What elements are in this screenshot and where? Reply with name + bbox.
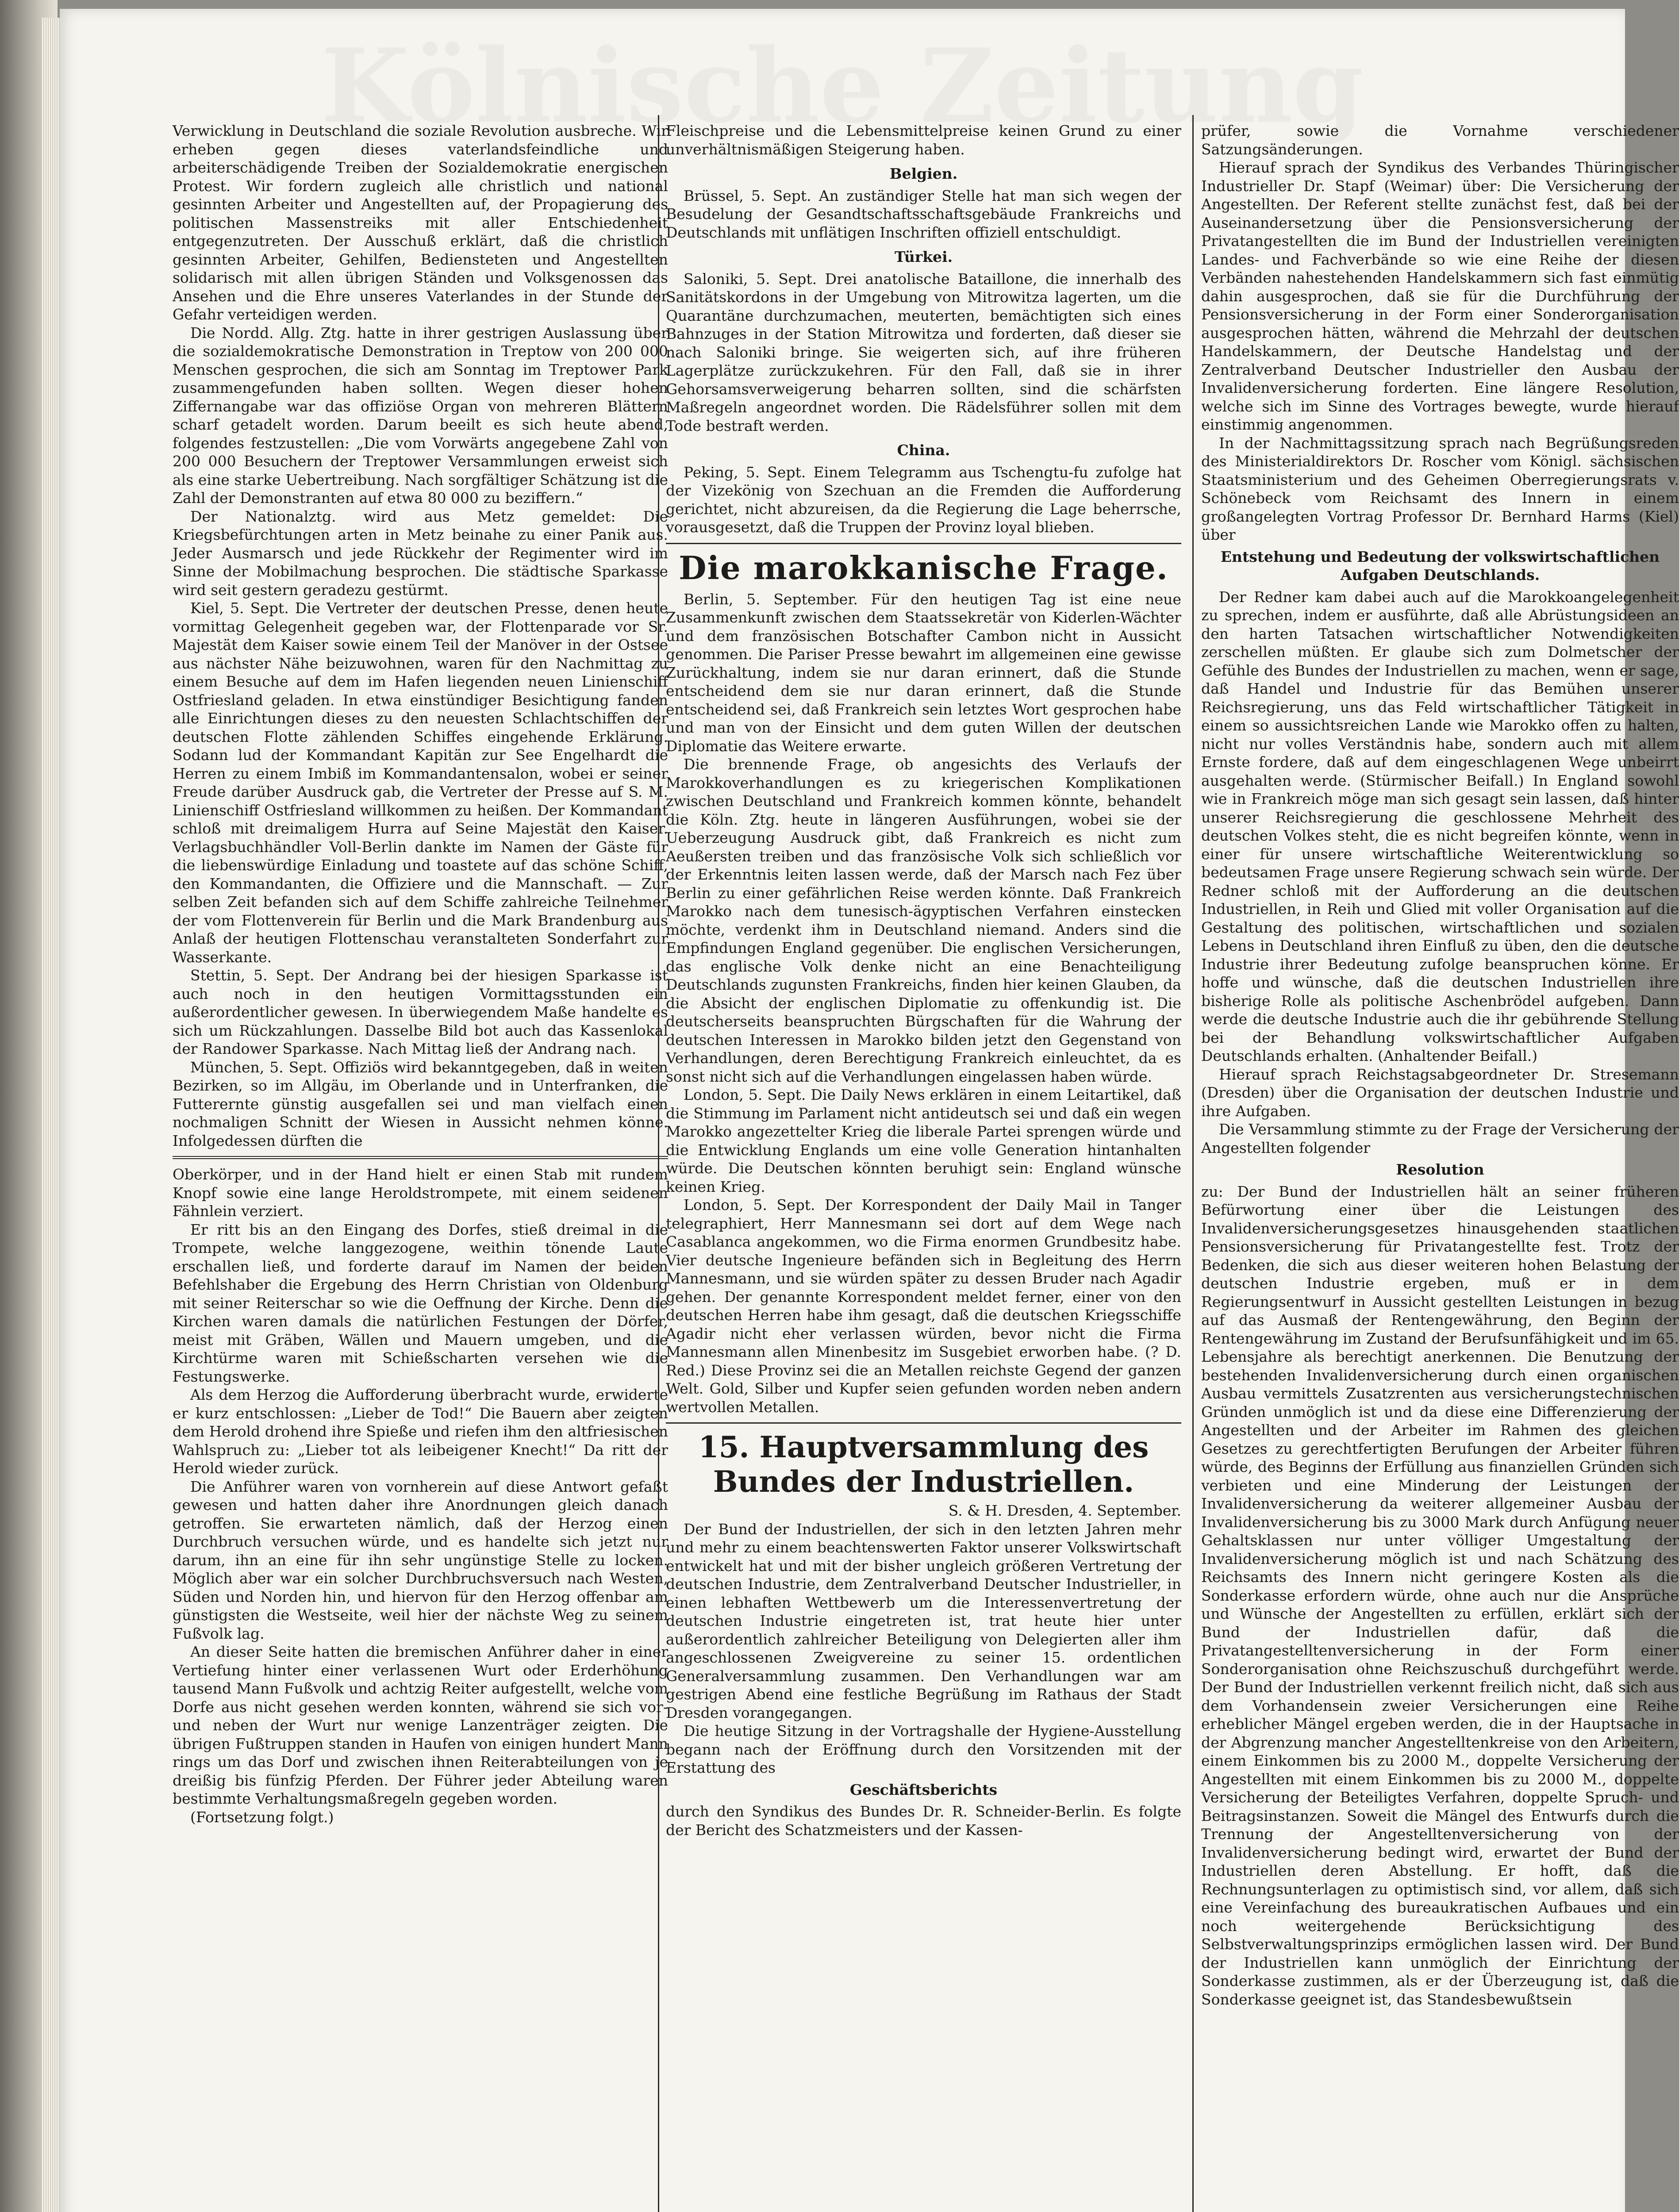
section-divider	[666, 1422, 1181, 1424]
column-1	[173, 122, 668, 2212]
subheading-lecture: Entstehung und Bedeutung der volkswirtschaftlichen Aufgaben Deutschlands.	[1220, 548, 1660, 584]
story-paragraph: Oberkörper, und in der Hand hielt er einen Stab mit rundem Knopf sowie eine lange Heroldstrompete, mit einem seidenen Fähnlein verziert.	[173, 1166, 668, 1220]
column-rule-right	[1192, 115, 1194, 2212]
column-2	[666, 122, 1181, 2212]
article-paragraph: London, 5. Sept. Die Daily News erklären in einem Leitartikel, daß die Stimmung im Parlament nicht antideutsch sei und daß ein wegen Marokko angezettelter Krieg die liberale Partei sprengen würde und die Entwicklung Englands um eine volle Generation hintanhalten würde. Die Deutschen könnten beruhigt sein: England wünsche keinen Krieg.	[666, 1086, 1181, 1195]
article-paragraph: London, 5. Sept. Der Korrespondent der Daily Mail in Tanger telegraphiert, Herr Mannesmann sei dort auf dem Wege nach Casablanca angekommen, wo die Firma enormen Grundbesitz habe. Vier deutsche Ingenieure befänden sich in Begleitung des Herrn Mannesmann, und sie würden später zu dessen Bruder nach Agadir gehen. Der genannte Korrespondent meldet ferner, einer von den deutschen Herren habe ihm gesagt, daß die deutschen Kriegsschiffe Agadir nicht eher verlassen würden, bevor nicht die Firma Mannesmann allen Minenbesitz im Susgebiet erworben habe. (? D. Red.) Diese Provinz sei die an Metallen reichste Gegend der ganzen Welt. Gold, Silber und Kupfer seien gefunden worden neben andern wertvollen Metallen.	[666, 1196, 1181, 1416]
article-paragraph: Die brennende Frage, ob angesichts des Verlaufs der Marokkoverhandlungen es zu kriegerischen Komplikationen zwischen Deutschland und Frankreich kommen könnte, behandelt die Köln. Ztg. heute in längeren Ausführungen, wobei sie der Ueberzeugung Ausdruck gibt, daß Frankreich es nicht zum Aeußersten treiben und das französische Volk sich schließlich vor der Erkenntnis leiten lassen werde, daß der Marsch nach Fez über Berlin zu einer gefährlichen Reise werden könnte. Daß Frankreich Marokko nach dem tunesisch-ägyptischen Verfahren einstecken möchte, verdenkt ihm in Deutschland niemand. Anders sind die Empfindungen England gegenüber. Die englischen Versicherungen, das englische Volk denke nicht an eine Benachteiligung Deutschlands zugunsten Frankreichs, finden hier keinen Glauben, da die Absicht der englischen Diplomatie zu offenkundig ist. Die deutscherseits beanspruchten Bürgschaften für die Wahrung der deutschen Interessen in Marokko bilden jetzt den Gegenstand von Verhandlungen, deren Berechtigung Frankreich einleuchtet, da es sonst nicht sich auf die Verhandlungen eingelassen haben würde.	[666, 756, 1181, 1085]
story-paragraph: Er ritt bis an den Eingang des Dorfes, stieß dreimal in die Trompete, welche langgezogene, weithin tönende Laute erschallen ließ, und forderte darauf im Namen der beiden Befehlshaber die Ergebung des Herrn Christian von Oldenburg mit seiner Reiterschar so wie die Oeffnung der Kirche. Denn die Kirchen waren damals die natürlichen Festungen der Dörfer, meist mit Gräben, Wällen und Mauern umgeben, und die Kirchtürme waren mit Schießscharten versehen wie die Festungswerke.	[173, 1221, 668, 1385]
article-paragraph: Peking, 5. Sept. Einem Telegramm aus Tschengtu-fu zufolge hat der Vizekönig von Szechuan an die Fremden die Aufforderung gerichtet, nicht abzureisen, da die Regierung die Lage beherrsche, vorausgesetzt, daß die Truppen der Provinz loyal blieben.	[666, 463, 1181, 536]
article-paragraph: prüfer, sowie die Vornahme verschiedener Satzungsänderungen.	[1201, 122, 1679, 158]
article-paragraph: Der Nationalztg. wird aus Metz gemeldet: Die Kriegsbefürchtungen arten in Metz beinahe zu einer Panik aus. Jeder Ausmarsch und jede Rückkehr der Regimenter wird im Sinne der Mobilmachung besprochen. Die städtische Sparkasse wird seit gestern geradezu gestürmt.	[173, 507, 668, 599]
article-paragraph: Verwicklung in Deutschland die soziale Revolution ausbreche. Wir erheben gegen dieses vaterlandsfeindliche und arbeiterschädigende Treiben der Sozialdemokratie energischen Protest. Wir fordern zugleich alle christlich und national gesinnten Arbeiter und Angestellten auf, der Propagierung des politischen Massenstreiks mit aller Entschiedenheit entgegenzutreten. Der Ausschuß erklärt, daß die christlich gesinnten Arbeiter, Gehilfen, Bediensteten und Angestellten solidarisch mit allen übrigen Ständen und Volksgenossen das Ansehen und die Ehre unseres Vaterlandes in der Stunde der Gefahr verteidigen werden.	[173, 122, 668, 323]
article-paragraph: Die Nordd. Allg. Ztg. hatte in ihrer gestrigen Auslassung über die sozialdemokratische Demonstration in Treptow von 200 000 Menschen gesprochen, die sich am Sonntag im Treptower Park zusammengefunden haben sollten. Wegen dieser hohen Ziffernangabe war das offiziöse Organ von mehreren Blättern scharf getadelt worden. Darum beeilt es sich heute abend, folgendes festzustellen: „Die vom Vorwärts angegebene Zahl von 200 000 Besuchern der Treptower Versammlungen erweist sich als eine starke Uebertreibung. Nach sorgfältiger Schätzung ist die Zahl der Demonstranten auf etwa 80 000 zu beziffern.“	[173, 324, 668, 507]
article-paragraph: Die heutige Sitzung in der Vortragshalle der Hygiene-Ausstellung begann nach der Eröffnung durch den Vorsitzenden mit der Erstattung des	[666, 1722, 1181, 1776]
assembly-headline: 15. Hauptversammlung des Bundes der Industriellen.	[698, 1430, 1149, 1499]
article-paragraph: Brüssel, 5. Sept. An zuständiger Stelle hat man sich wegen der Besudelung der Gesandtschaftsschaftsgebäude Frankreichs und Deutschlands mit unflätigen Inschriften offiziell entschuldigt.	[666, 187, 1181, 241]
article-paragraph: Saloniki, 5. Sept. Drei anatolische Bataillone, die innerhalb des Sanitätskordons in der Umgebung von Mitrowitza lagerten, um die Quarantäne durchzumachen, meuterten, bemächtigten sich eines Bahnzuges in der Station Mitrowitza und forderten, daß dieser sie nach Saloniki bringe. Sie weigerten sich, auf ihre früheren Lagerplätze zurückzukehren. Für den Fall, daß sie in ihrer Gehorsamsverweigerung beharren sollten, sind die schärfsten Maßregeln angeordnet worden. Die Rädelsführer sollen mit dem Tode bestraft werden.	[666, 270, 1181, 434]
section-heading-turkey: Türkei.	[894, 248, 953, 265]
article-paragraph: In der Nachmittagssitzung sprach nach Begrüßungsreden des Ministerialdirektors Dr. Roscher vom Königl. sächsischen Staatsministerium und des Geheimen Oberregierungsrats v. Schönebeck vom Reichsamt des Innern in einem großangelegten Vortrag Professor Dr. Bernhard Harms (Kiel) über	[1201, 434, 1679, 543]
article-paragraph: zu: Der Bund der Industriellen hält an seiner früheren Befürwortung einer über die Leistungen des Invalidenversicherungsgesetzes hinausgehenden staatlichen Pensionsversicherung für Privatangestellte fest. Trotz der Bedenken, die sich aus dieser weiteren hohen Belastung der deutschen Industrie ergeben, muß er in dem Regierungsentwurf in Aussicht gestellten Leistungen in bezug auf das Ausmaß der Rentengewährung, den Beginn der Rentengewährung im Zustand der Berufsunfähigkeit und im 65. Lebensjahre als berechtigt anerkennen. Die Benutzung der bestehenden Invalidenversicherung durch einen organischen Ausbau vermittels Zusatzrenten aus versicherungstechnischen Gründen unmöglich ist und da diese eine Differenzierung der Angestellten und der Arbeiter im Rahmen des gleichen Gesetzes zu gerechtfertigten Berufungen der Arbeiter führen würde, des Beginns der Erfüllung aus finanziellen Gründen sich verbieten und eine Minderung der Leistungen der Invalidenversicherung da weiterer allgemeiner Ausbau der Invalidenversicherung bis zu 3000 Mark durch Anfügung neuer Gehaltsklassen nur unter völliger Umgestaltung der Invalidenversicherung möglich ist und nach Schätzung des Reichsamts des Innern nicht geringere Kosten als die Sonderkasse erfordern würde, ohne auch nur die Ansprüche und Wünsche der Angestellten zu erfüllen, erklärt sich der Bund der Industriellen dafür, daß die Privatangestelltenversicherung in der Form einer Sonderorganisation ohne Reichszuschuß durchgeführt werde. Der Bund der Industriellen verkennt freilich nicht, daß sich aus dem Vorhandensein zweier Versicherungen eine Reihe erheblicher Mängel ergeben werden, die in der Hauptsache in der Abgrenzung mancher Angestelltenkreise von den Arbeitern, einem Einkommen bis zu 2000 M., doppelte Versicherung der Angestellten mit einem Einkommen bis zu 2000 M., doppelte Versicherung der Beteiligtes Verfahren, doppelte Spruch- und Beitragsinstanzen. Soweit die Mängel des Entwurfs durch die Trennung der Angestelltenversicherung von der Invalidenversicherung bedingt wird, erwartet der Bund der Industriellen deren Abstellung. Er hofft, daß die Rechnungsunterlagen zu optimistisch sind, vor allem, daß sich eine Vereinfachung des bureaukratischen Aufbaues und ein noch weitergehende Berücksichtigung des Selbstverwaltungsprinzips ermöglichen lassen wird. Der Bund der Industriellen kann unmöglich der Einrichtung der Sonderkasse zustimmen, als er der Überzeugung ist, daß die Sonderkasse geeignet ist, das Standesbewußtsein	[1201, 1183, 1679, 2008]
article-paragraph: Berlin, 5. September. Für den heutigen Tag ist eine neue Zusammenkunft zwischen dem Staatssekretär von Kiderlen-Wächter und dem französischen Botschafter Cambon nicht in Aussicht genommen. Die Pariser Presse bewahrt im allgemeinen eine gewisse Zurückhaltung, indem sie nur daran erinnert, daß die Stunde entscheidend dem sie nur daran erinnert, daß die Stunde entscheidend sei, daß Frankreich sein letztes Wort gesprochen habe und man von der Einsicht und dem guten Willen der deutschen Diplomatie das Weitere erwarte.	[666, 590, 1181, 755]
section-heading-china: China.	[897, 442, 950, 459]
article-paragraph: Der Bund der Industriellen, der sich in den letzten Jahren mehr und mehr zu einem beachtenswerten Faktor unserer Volkswirtschaft entwickelt hat und mit der bisher ungleich größeren Vertretung der deutschen Industrie, dem Zentralverband Deutscher Industrieller, in einen lebhaften Wettbewerb um die Interessenvertretung der deutschen Industrie eingetreten ist, trat heute hier unter außerordentlich zahlreicher Beteiligung von Delegierten aller ihm angeschlossenen Zweigvereine zu seiner 15. ordentlichen Generalversammlung zusammen. Den Verhandlungen war am gestrigen Abend eine festliche Begrüßung im Rathaus der Stadt Dresden vorangegangen.	[666, 1520, 1181, 1721]
section-divider	[666, 543, 1181, 544]
article-paragraph: München, 5. Sept. Offiziös wird bekanntgegeben, daß in weiten Bezirken, so im Allgäu, im Oberlande und in Unterfranken, die Futterernte günstig ausgefallen sei und man vielfach einen nochmaligen Schnitt der Wiesen in Aussicht nehmen könne. Infolgedessen dürften die	[173, 1058, 668, 1149]
article-paragraph: Stettin, 5. Sept. Der Andrang bei der hiesigen Sparkasse ist auch noch in den heutigen Vormittagsstunden ein außerordentlicher gewesen. In überwiegendem Maße handelte es sich um Rückzahlungen. Dasselbe Bild bot auch das Kassenlokal der Randower Sparkasse. Nach Mittag ließ der Andrang nach.	[173, 967, 668, 1057]
column-3	[1201, 122, 1679, 2212]
section-heading-belgium: Belgien.	[889, 165, 958, 182]
feuilleton-divider	[173, 1156, 668, 1159]
page-edges	[42, 18, 60, 2212]
dateline: S. & H. Dresden, 4. September.	[948, 1502, 1181, 1519]
continued-note: (Fortsetzung folgt.)	[190, 1808, 334, 1826]
article-paragraph: Die Versammlung stimmte zu der Frage der Versicherung der Angestellten folgender	[1201, 1121, 1679, 1156]
article-paragraph: Der Redner kam dabei auch auf die Marokkoangelegenheit zu sprechen, indem er ausführte, daß alle Abrüstungsideen an den harten Tatsachen wirtschaftlicher Notwendigkeiten zerschellen müßten. Er glaube sich zum Dolmetscher der Gefühle des Bundes der Industriellen zu machen, wenn er sage, daß Handel und Industrie für das Bemühen unserer Reichsregierung, uns das Feld wirtschaftlicher Tätigkeit in einem so aussichtsreichen Lande wie Marokko offen zu halten, nicht nur volles Verständnis habe, sondern auch mit allem Ernste fordere, daß auf dem eingeschlagenen Wege unbeirrt ausgehalten werde. (Stürmischer Beifall.) In England sowohl wie in Frankreich möge man sich gesagt sein lassen, daß hinter unserer Reichsregierung die geschlossene Mehrheit des deutschen Volkes steht, die es nicht begreifen könnte, wenn in einer für unsere wirtschaftliche Weiterentwicklung so bedeutsamen Frage unsere Regierung schwach sein würde. Der Redner schloß mit der Aufforderung an die deutschen Industriellen, in Reih und Glied mit voller Organisation auf die Gestaltung des politischen, wirtschaftlichen und sozialen Lebens in Deutschland ihren Einfluß zu üben, den die deutsche Industrie ihrer Bedeutung zufolge beanspruchen könne. Er hoffe und wünsche, daß die deutschen Industriellen ihre bisherige Rolle als politische Aschenbrödel aufgeben. Dann werde die deutsche Industrie auch die ihr gebührende Stellung bei der Behandlung volkswirtschaftlicher Aufgaben Deutschlands erhalten. (Anhaltender Beifall.)	[1201, 588, 1679, 1064]
subheading-resolution: Resolution	[1396, 1161, 1484, 1178]
subheading-report: Geschäftsberichts	[849, 1781, 998, 1798]
story-paragraph: Die Anführer waren von vornherein auf diese Antwort gefaßt gewesen und hatten daher ihre Anordnungen gleich danach getroffen. Sie erwarteten nämlich, daß der Herzog einen Durchbruch versuchen würde, und es handelte sich jetzt nur darum, ihn an eine für ihn sehr ungünstige Stelle zu locken. Möglich aber war ein solcher Durchbruchsversuch nach Westen, Süden und Norden hin, und hiervon für den Herzog offenbar am günstigsten die Westseite, weil hier der nächste Weg zu seinem Fußvolk lag.	[173, 1478, 668, 1642]
article-paragraph: Hierauf sprach Reichstagsabgeordneter Dr. Stresemann (Dresden) über die Organisation der deutschen Industrie und ihre Aufgaben.	[1201, 1065, 1679, 1120]
newspaper-page	[60, 9, 1679, 2212]
article-paragraph: durch den Syndikus des Bundes Dr. R. Schneider-Berlin. Es folgte der Bericht des Schatzmeisters und der Kassen-	[666, 1803, 1181, 1839]
article-paragraph: Hierauf sprach der Syndikus des Verbandes Thüringischer Industrieller Dr. Stapf (Weimar) über: Die Versicherung der Angestellten. Der Referent stellte zunächst fest, daß bei der Auseinandersetzung über die Pensionsversicherung der Privatangestellten die im Bund der Industriellen vereinigten Landes- und Fachverbände so wie eine Reihe der diesen Verbänden nahestehenden Handelskammern sich fast einmütig dahin ausgesprochen, daß sie für die Durchführung der Pensionsversicherung in der Form einer Sonderorganisation ausgesprochen hätten, während die Mehrzahl der deutschen Handelskammern, der Deutsche Handelstag und der Zentralverband Deutscher Industrieller den Ausbau der Invalidenversicherung forderten. Eine längere Resolution, welche sich im Sinne des Vortrages bewegte, wurde hierauf einstimmig angenommen.	[1201, 159, 1679, 433]
story-paragraph: An dieser Seite hatten die bremischen Anführer daher in einer Vertiefung hinter einer verlassenen Wurt oder Erderhöhung tausend Mann Fußvolk und achtzig Reiter aufgestellt, welche vom Dorfe aus nicht gesehen werden konnten, während sie sich vor- und neben der Wurt nur wenige Lanzenträger zeigten. Die übrigen Fußtruppen standen in Haufen von einigen hundert Mann rings um das Dorf und zwischen ihnen Reiterabteilungen von je dreißig bis fünfzig Pferden. Der Führer jeder Abteilung waren bestimmte Verhaltungsmaßregeln gegeben worden.	[173, 1643, 668, 1807]
article-paragraph: Kiel, 5. Sept. Die Vertreter der deutschen Presse, denen heute vormittag Gelegenheit gegeben war, der Flottenparade vor Sr. Majestät dem Kaiser sowie einem Teil der Manöver in der Ostsee aus nächster Nähe beizuwohnen, waren für den Nachmittag zu einem Besuche auf dem im Hafen liegenden neuen Linienschiff Ostfriesland geladen. In etwa einstündiger Besichtigung fanden alle Einrichtungen dieses zu den neuesten Schlachtschiffen der deutschen Flotte zählenden Schiffes eingehende Erklärung. Sodann lud der Kommandant Kapitän zur See Engelhardt die Herren zu einem Imbiß im Kommandantensalon, wobei er seiner Freude darüber Ausdruck gab, die Vertreter der Presse auf S. M. Linienschiff Ostfriesland willkommen zu heißen. Der Kommandant schloß mit dreimaligem Hurra auf Seine Majestät den Kaiser. Verlagsbuchhändler Voll-Berlin dankte im Namen der Gäste für die liebenswürdige Einladung und toastete auf das schöne Schiff, den Kommandanten, die Offiziere und die Mannschaft. — Zur selben Zeit befanden sich auf dem Schiffe zahlreiche Teilnehmer der vom Flottenverein für Berlin und die Mark Brandenburg aus Anlaß der heutigen Flottenschau veranstalteten Sonderfahrt zur Wasserkante.	[173, 599, 668, 966]
story-paragraph: Als dem Herzog die Aufforderung überbracht wurde, erwiderte er kurz entschlossen: „Lieber de Tod!“ Die Bauern aber zeigten dem Herold drohend ihre Spieße und riefen ihm den altfriesischen Wahlspruch zu: „Lieber tot als leibeigener Knecht!“ Da ritt der Herold wieder zurück.	[173, 1386, 668, 1477]
show-through-masthead	[192, 27, 1492, 115]
morocco-headline: Die marokkanische Frage.	[679, 549, 1168, 587]
article-paragraph: Fleischpreise und die Lebensmittelpreise keinen Grund zu einer unverhältnismäßigen Steigerung haben.	[666, 122, 1181, 158]
